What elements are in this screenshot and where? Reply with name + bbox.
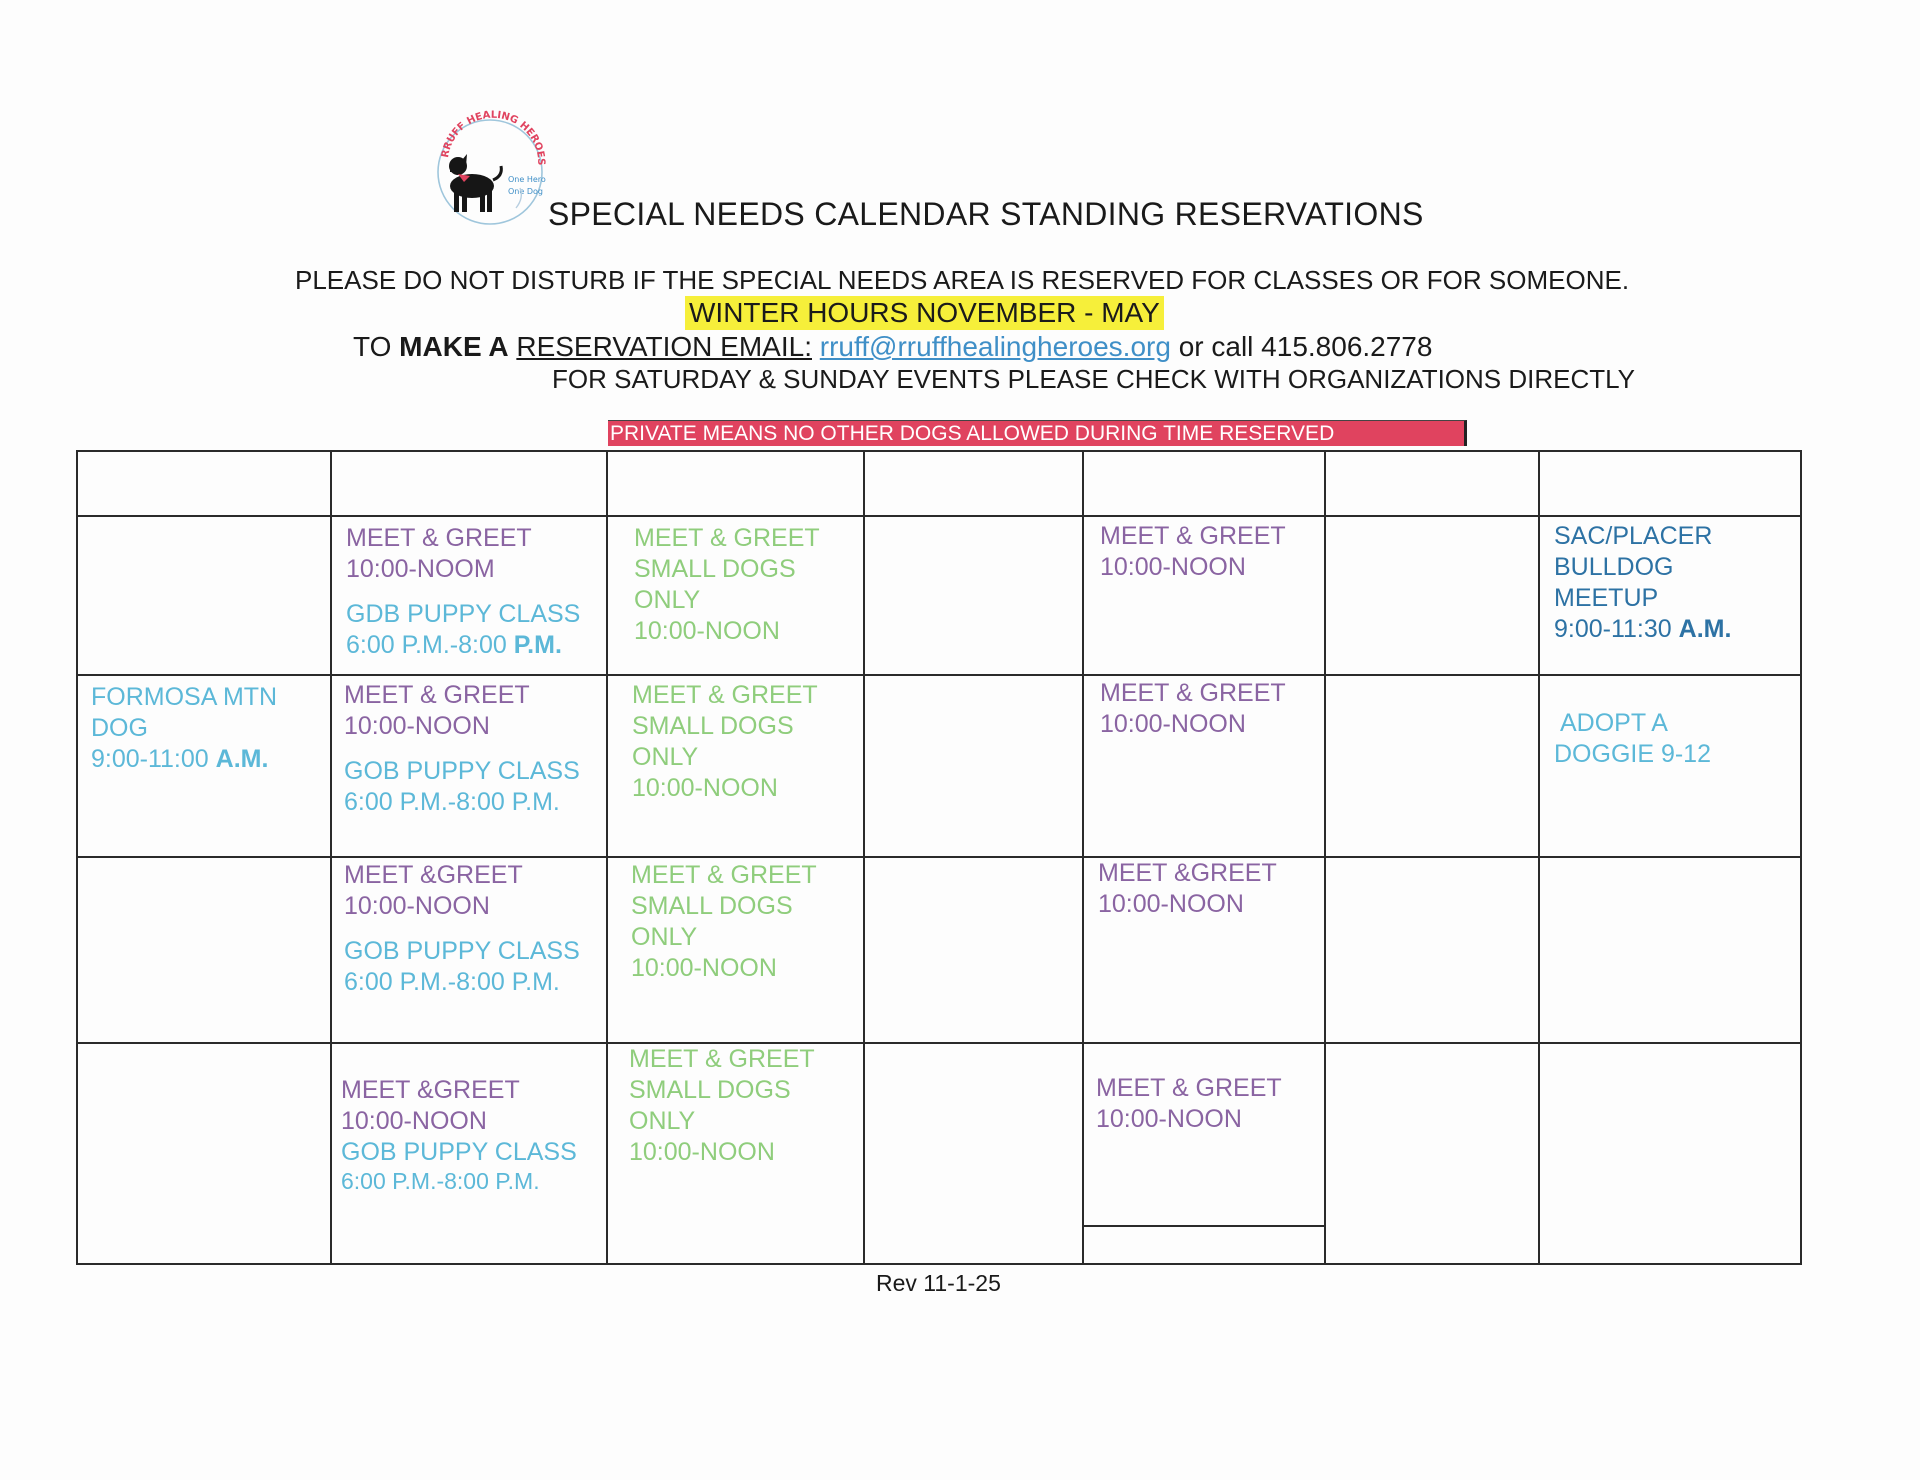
row-divider [76, 674, 1802, 676]
svg-text:RRUFF HEALING HEROES [440, 110, 546, 166]
reserve-to: TO [353, 331, 392, 362]
row1-col7-entry: SAC/PLACER BULLDOG MEETUP 9:00-11:30 A.M. [1554, 522, 1732, 643]
grid-top-border [76, 450, 1802, 452]
row2-col7-entry: ADOPT A DOGGIE 9-12 [1554, 709, 1711, 768]
row1-col5-entry: MEET & GREET 10:00-NOON [1100, 522, 1286, 581]
logo-arc-text: RRUFF HEALING HEROES [439, 110, 547, 166]
reserve-make: MAKE A [399, 331, 509, 362]
row1-col2-entry: MEET & GREET 10:00-NOOM GDB PUPPY CLASS 6:00 P.M.-8:00 P.M. [346, 524, 581, 659]
logo-line-1: One Hero [508, 175, 546, 184]
row-divider [76, 515, 1802, 517]
page-title: SPECIAL NEEDS CALENDAR STANDING RESERVATIONS [548, 196, 1424, 232]
revision-label: Rev 11-1-25 [876, 1270, 1001, 1296]
reservation-email-link[interactable]: rruff@rruffhealingheroes.org [819, 331, 1171, 362]
logo-line-2: One Dog [508, 187, 543, 196]
grid-bottom-border [76, 1263, 1802, 1265]
row3-col2-entry: MEET &GREET 10:00-NOON GOB PUPPY CLASS 6:00 P.M.-8:00 P.M. [344, 861, 580, 996]
disturb-notice: PLEASE DO NOT DISTURB IF THE SPECIAL NEEDS AREA IS RESERVED FOR CLASSES OR FOR SOMEONE. [295, 265, 1630, 295]
weekend-notice: FOR SATURDAY & SUNDAY EVENTS PLEASE CHECK WITH ORGANIZATIONS DIRECTLY [552, 364, 1636, 394]
row4-col5-entry: MEET & GREET 10:00-NOON [1096, 1074, 1282, 1133]
row2-col1-entry: FORMOSA MTN DOG 9:00-11:00 A.M. [91, 683, 278, 773]
row4-col2-entry: MEET &GREET 10:00-NOON GOB PUPPY CLASS 6:00 P.M.-8:00 P.M. [341, 1076, 577, 1194]
rruff-healing-heroes-logo [420, 110, 550, 230]
row3-col3-entry: MEET & GREET SMALL DOGS ONLY 10:00-NOON [631, 861, 817, 982]
row3-col5-entry: MEET &GREET 10:00-NOON [1098, 859, 1277, 918]
row2-col3-entry: MEET & GREET SMALL DOGS ONLY 10:00-NOON [632, 681, 818, 802]
private-banner: PRIVATE MEANS NO OTHER DOGS ALLOWED DURING TIME RESERVED [608, 420, 1467, 446]
schedule-grid [76, 450, 1802, 1265]
row4-col3-entry: MEET & GREET SMALL DOGS ONLY 10:00-NOON [629, 1045, 815, 1166]
row-divider [76, 856, 1802, 858]
row2-col5-entry: MEET & GREET 10:00-NOON [1100, 679, 1286, 738]
reserve-label: RESERVATION EMAIL: [516, 331, 812, 362]
row-divider-partial [1082, 1225, 1326, 1227]
reservation-line [353, 331, 1432, 363]
row2-col2-entry: MEET & GREET 10:00-NOON GOB PUPPY CLASS 6:00 P.M.-8:00 P.M. [344, 681, 580, 816]
row1-col3-entry: MEET & GREET SMALL DOGS ONLY 10:00-NOON [634, 524, 820, 645]
row-divider [76, 1042, 1802, 1044]
winter-hours-highlight: WINTER HOURS NOVEMBER - MAY [685, 296, 1164, 330]
reserve-phone: or call 415.806.2778 [1178, 331, 1433, 362]
